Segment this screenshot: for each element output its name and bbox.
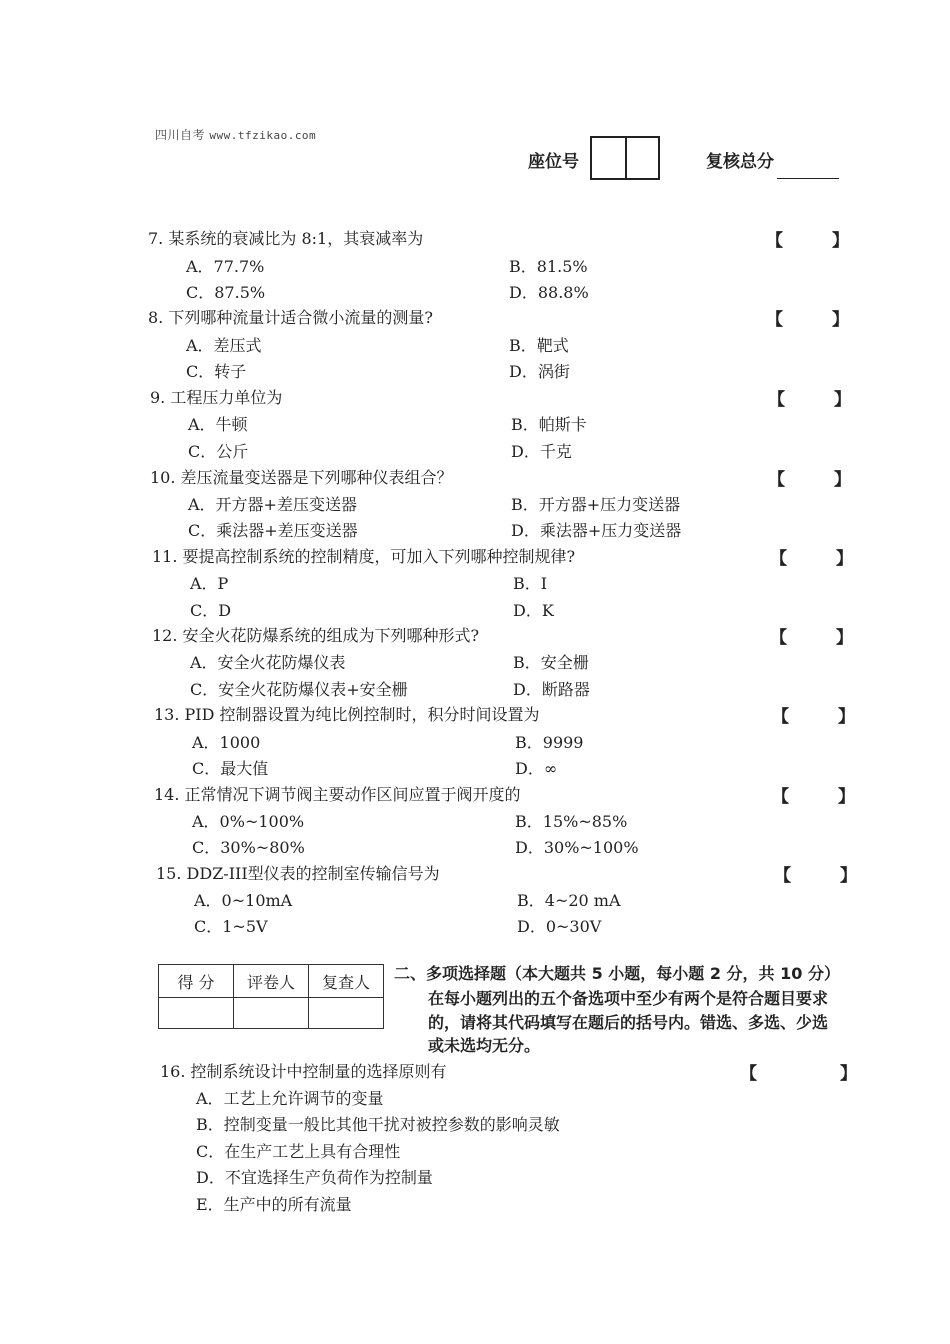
- question-16-option-c: C．在生产工艺上具有合理性: [196, 1142, 401, 1161]
- answer-bracket-open: 【: [774, 866, 791, 886]
- question-14-option-b: B．15%~85%: [515, 812, 628, 831]
- section-2-desc-line-1: 在每小题列出的五个备选项中至少有两个是符合题目要求: [428, 989, 829, 1008]
- answer-bracket-close: 】: [834, 390, 851, 410]
- answer-bracket-open: 【: [768, 390, 785, 410]
- question-7-option-d: D．88.8%: [509, 283, 589, 302]
- answer-bracket-close: 】: [838, 787, 855, 807]
- section-2-title: 二、多项选择题（本大题共 5 小题，每小题 2 分，共 10 分）: [394, 964, 840, 983]
- question-15-option-d: D．0~30V: [517, 917, 602, 936]
- answer-bracket-close: 】: [836, 628, 853, 648]
- question-13-option-a: A．1000: [192, 733, 261, 752]
- question-16-stem: 16. 控制系统设计中控制量的选择原则有: [160, 1062, 447, 1081]
- question-10-option-d: D．乘法器+压力变送器: [511, 521, 682, 540]
- question-9-option-b: B．帕斯卡: [511, 415, 587, 434]
- site-watermark: [155, 126, 316, 143]
- review-total-line: [777, 178, 839, 179]
- answer-bracket-close: 】: [840, 866, 857, 886]
- answer-bracket-open: 【: [770, 549, 787, 569]
- question-12-stem: 12. 安全火花防爆系统的组成为下列哪种形式?: [152, 626, 480, 645]
- question-11-option-a: A．P: [190, 574, 229, 593]
- answer-bracket-close: 】: [840, 1064, 857, 1084]
- site-url: www.tfzikao.com: [209, 129, 317, 142]
- question-14-option-c: C．30%~80%: [192, 838, 305, 857]
- question-9-option-c: C．公斤: [188, 442, 249, 461]
- review-total-label: 复核总分: [706, 152, 774, 172]
- seat-number-box: [590, 136, 660, 180]
- score-table: [158, 964, 384, 1029]
- question-15-stem: 15. DDZ-III型仪表的控制室传输信号为: [156, 864, 440, 883]
- question-10-option-c: C．乘法器+差压变送器: [188, 521, 358, 540]
- question-8-stem: 8. 下列哪种流量计适合微小流量的测量?: [148, 308, 433, 327]
- question-16-option-b: B．控制变量一般比其他干扰对被控参数的影响灵敏: [196, 1115, 560, 1134]
- question-12-option-b: B．安全栅: [513, 653, 589, 672]
- answer-bracket-open: 【: [772, 787, 789, 807]
- answer-bracket-close: 】: [832, 231, 849, 251]
- question-16-option-e: E．生产中的所有流量: [196, 1195, 352, 1214]
- answer-bracket-open: 【: [770, 628, 787, 648]
- answer-bracket-open: 【: [768, 470, 785, 490]
- question-8-option-a: A．差压式: [186, 336, 262, 355]
- question-11-option-d: D．K: [513, 601, 554, 620]
- answer-bracket-close: 】: [836, 549, 853, 569]
- grader-cell: [234, 998, 309, 1029]
- score-header: 得 分: [159, 965, 234, 998]
- question-12-option-d: D．断路器: [513, 680, 590, 699]
- question-9-option-d: D．千克: [511, 442, 572, 461]
- question-7-option-b: B．81.5%: [509, 257, 588, 276]
- question-11-option-b: B．I: [513, 574, 548, 593]
- answer-bracket-open: 【: [740, 1064, 757, 1084]
- question-8-option-d: D．涡街: [509, 362, 570, 381]
- answer-bracket-open: 【: [766, 310, 783, 330]
- question-10-stem: 10. 差压流量变送器是下列哪种仪表组合？: [150, 468, 453, 487]
- question-7-stem: 7. 某系统的衰减比为 8:1，其衰减率为: [148, 229, 424, 248]
- question-13-option-c: C．最大值: [192, 759, 269, 778]
- rechecker-header: 复查人: [309, 965, 384, 998]
- grader-header: 评卷人: [234, 965, 309, 998]
- section-2-desc-line-2: 的，请将其代码填写在题后的括号内。错选、多选、少选: [428, 1013, 829, 1032]
- question-13-option-d: D．∞: [515, 759, 558, 778]
- question-7-option-c: C．87.5%: [186, 283, 266, 302]
- seat-box-divider: [625, 138, 627, 178]
- question-10-option-b: B．开方器+压力变送器: [511, 495, 681, 514]
- question-13-stem: 13. PID 控制器设置为纯比例控制时，积分时间设置为: [154, 705, 540, 724]
- seat-number-label: 座位号: [528, 152, 579, 172]
- question-13-option-b: B．9999: [515, 733, 584, 752]
- answer-bracket-open: 【: [772, 707, 789, 727]
- question-12-option-c: C．安全火花防爆仪表+安全栅: [190, 680, 408, 699]
- answer-bracket-close: 】: [834, 470, 851, 490]
- question-14-option-d: D．30%~100%: [515, 838, 639, 857]
- question-14-stem: 14. 正常情况下调节阀主要动作区间应置于阀开度的: [154, 785, 521, 804]
- question-11-option-c: C．D: [190, 601, 232, 620]
- section-2-desc-line-3: 或未选均无分。: [428, 1036, 541, 1055]
- answer-bracket-close: 】: [838, 707, 855, 727]
- answer-bracket-close: 】: [832, 310, 849, 330]
- question-8-option-b: B．靶式: [509, 336, 569, 355]
- question-16-option-a: A．工艺上允许调节的变量: [196, 1089, 384, 1108]
- question-15-option-b: B．4~20 mA: [517, 891, 621, 910]
- score-cell: [159, 998, 234, 1029]
- site-name: 四川自考: [155, 128, 206, 142]
- question-9-stem: 9. 工程压力单位为: [150, 388, 283, 407]
- question-15-option-a: A．0~10mA: [194, 891, 293, 910]
- question-7-option-a: A．77.7%: [186, 257, 265, 276]
- question-12-option-a: A．安全火花防爆仪表: [190, 653, 346, 672]
- question-10-option-a: A．开方器+差压变送器: [188, 495, 357, 514]
- question-8-option-c: C．转子: [186, 362, 247, 381]
- answer-bracket-open: 【: [766, 231, 783, 251]
- question-9-option-a: A．牛顿: [188, 415, 248, 434]
- question-14-option-a: A．0%~100%: [192, 812, 305, 831]
- question-11-stem: 11. 要提高控制系统的控制精度，可加入下列哪种控制规律?: [152, 547, 576, 566]
- rechecker-cell: [309, 998, 384, 1029]
- question-16-option-d: D．不宜选择生产负荷作为控制量: [196, 1168, 433, 1187]
- question-15-option-c: C．1~5V: [194, 917, 268, 936]
